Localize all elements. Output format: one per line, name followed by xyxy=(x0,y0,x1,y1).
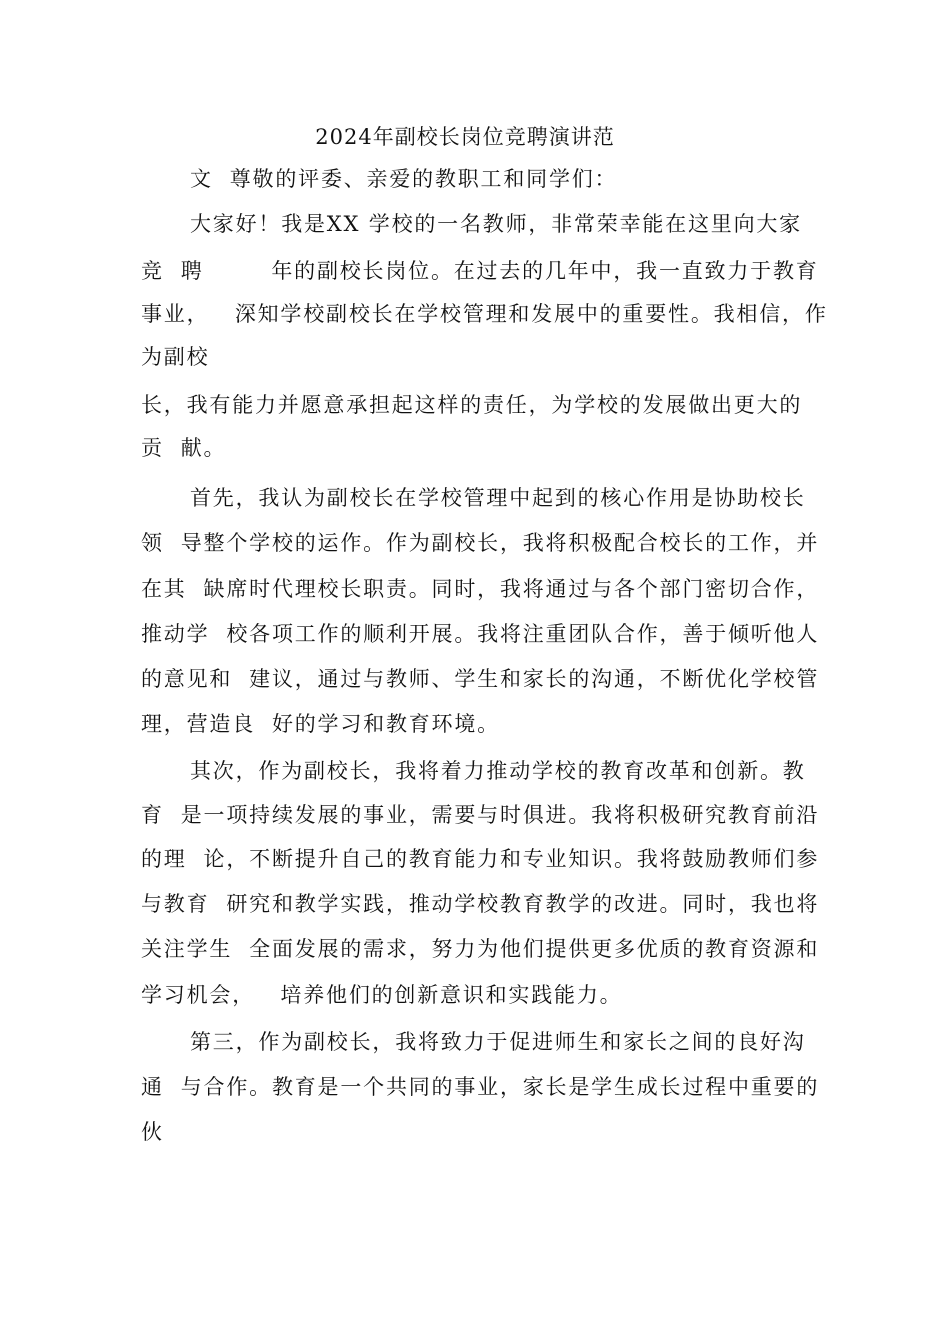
text-line-8: 首先，我认为副校长在学校管理中起到的核心作用是协助校长 xyxy=(190,486,806,510)
text-line-2: 大家好！我是XX 学校的一名教师，非常荣幸能在这里向大家 xyxy=(190,212,802,236)
text-line-12: 的意见和 建议，通过与教师、学生和家长的沟通，不断优化学校管 xyxy=(141,667,820,691)
text-line-4: 事业， 深知学校副校长在学校管理和发展中的重要性。我相信，作 xyxy=(141,302,828,326)
text-line-21: 通 与合作。教育是一个共同的事业，家长是学生成长过程中重要的 xyxy=(141,1075,820,1099)
text-line-18: 关注学生 全面发展的需求，努力为他们提供更多优质的教育资源和 xyxy=(141,937,820,961)
text-line-13: 理，营造良 好的学习和教育环境。 xyxy=(141,712,500,736)
text-line-6: 长，我有能力并愿意承担起这样的责任，为学校的发展做出更大的 xyxy=(141,393,803,417)
text-line-9: 领 导整个学校的运作。作为副校长，我将积极配合校长的工作，并 xyxy=(141,531,820,555)
text-line-22: 伙 xyxy=(141,1120,164,1144)
text-line-5: 为副校 xyxy=(141,345,210,369)
text-line-11: 推动学 校各项工作的顺利开展。我将注重团队合作，善于倾听他人 xyxy=(141,622,820,646)
text-line-16: 的理 论，不断提升自己的教育能力和专业知识。我将鼓励教师们参 xyxy=(141,847,820,871)
text-line-7: 贡 献。 xyxy=(141,436,227,460)
text-line-17: 与教育 研究和教学实践，推动学校教育教学的改进。同时，我也将 xyxy=(141,892,820,916)
text-line-15: 育 是一项持续发展的事业，需要与时俱进。我将积极研究教育前沿 xyxy=(141,803,820,827)
document-title: 2024年副校长岗位竞聘演讲范 xyxy=(315,125,615,149)
text-line-10: 在其 缺席时代理校长职责。同时，我将通过与各个部门密切合作， xyxy=(141,577,820,601)
text-line-19: 学习机会， 培养他们的创新意识和实践能力。 xyxy=(141,983,623,1007)
text-line-20: 第三，作为副校长，我将致力于促进师生和家长之间的良好沟 xyxy=(190,1030,806,1054)
text-line-1: 文 尊敬的评委、亲爱的教职工和同学们： xyxy=(190,167,618,191)
text-line-14: 其次，作为副校长，我将着力推动学校的教育改革和创新。教 xyxy=(190,759,806,783)
text-line-3: 竞 聘 年的副校长岗位。在过去的几年中，我一直致力于教育 xyxy=(141,259,819,283)
